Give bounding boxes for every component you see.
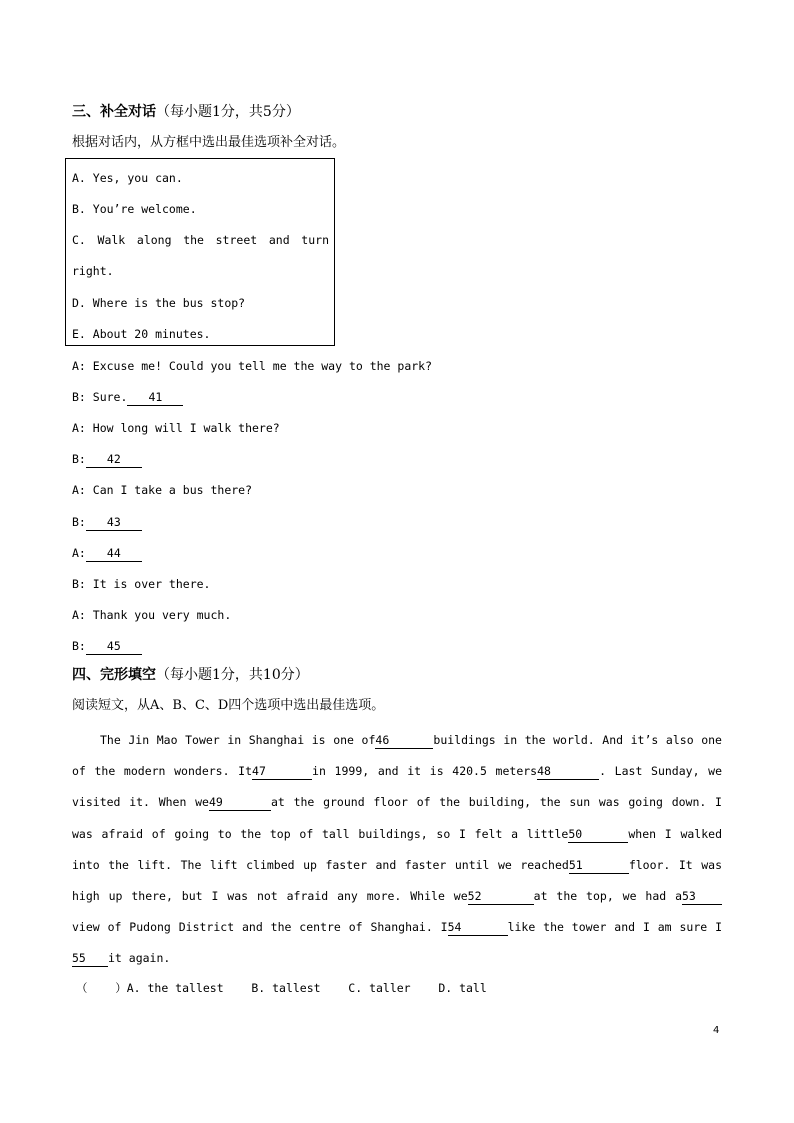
blank-52[interactable]: 52 — [468, 889, 534, 905]
option-e: E. About 20 minutes. — [72, 327, 211, 341]
blank-44[interactable]: 44 — [86, 546, 142, 562]
passage-line-4 — [72, 826, 722, 843]
passage-line-8 — [72, 950, 722, 967]
passage-text: visited it. When we — [72, 795, 209, 809]
passage-line-2 — [72, 763, 722, 780]
section-4-instruction: 阅读短文，从A、B、C、D四个选项中选出最佳选项。 — [72, 698, 385, 713]
dialogue-line-5: A: Can I take a bus there? — [72, 483, 253, 497]
dialogue-line-9: A: Thank you very much. — [72, 608, 232, 622]
blank-49[interactable]: 49 — [209, 795, 271, 811]
question-46 — [76, 980, 487, 996]
passage-line-1 — [100, 732, 722, 749]
choice-a: A. the tallest — [126, 981, 224, 995]
option-c-line1: C. Walk along the street and turn — [72, 233, 329, 247]
choice-d: D. tall — [438, 981, 487, 995]
dialogue-line-10 — [72, 638, 142, 655]
answer-paren[interactable]: （ ） — [76, 981, 127, 995]
blank-42[interactable]: 42 — [86, 452, 142, 468]
blank-46[interactable]: 46 — [375, 733, 433, 749]
dialogue-line-1: A: Excuse me! Could you tell me the way to the park? — [72, 359, 433, 373]
section-3-instruction: 根据对话内，从方框中选出最佳选项补全对话。 — [72, 135, 346, 150]
section-4-title — [72, 665, 309, 685]
passage-text: when I walked — [628, 827, 722, 841]
passage-text: was afraid of going to the top of tall buildings, so I felt a little — [72, 827, 569, 841]
dialogue-line-4-text: B: — [72, 452, 86, 466]
blank-45[interactable]: 45 — [86, 639, 142, 655]
passage-text: . Last Sunday, we — [599, 764, 723, 778]
option-a: A. Yes, you can. — [72, 171, 183, 185]
passage-line-7 — [72, 919, 722, 936]
passage-text: of the modern wonders. It — [72, 764, 253, 778]
dialogue-line-4 — [72, 451, 142, 468]
blank-41[interactable]: 41 — [127, 390, 183, 406]
dialogue-line-6 — [72, 514, 142, 531]
passage-text: like the tower and I am sure I — [507, 920, 722, 934]
passage-text: The Jin Mao Tower in Shanghai is one of — [100, 733, 376, 747]
blank-51[interactable]: 51 — [569, 858, 629, 874]
options-box — [65, 158, 335, 346]
passage-text: in 1999, and it is 420.5 meters — [312, 764, 538, 778]
section-3-heading: 三、补全对话 — [72, 104, 156, 120]
option-d: D. Where is the bus stop? — [72, 296, 246, 310]
blank-47[interactable]: 47 — [252, 764, 312, 780]
passage-text: floor. It was — [628, 858, 722, 872]
section-3-note: （每小题1分，共5分） — [156, 104, 300, 120]
dialogue-line-6-text: B: — [72, 515, 86, 529]
passage-text: view of Pudong District and the centre of Shanghai. I — [72, 920, 448, 934]
choice-c: C. taller — [348, 981, 411, 995]
blank-54[interactable]: 54 — [448, 920, 508, 936]
section-4-note: （每小题1分，共10分） — [156, 667, 309, 683]
dialogue-line-3: A: How long will I walk there? — [72, 421, 280, 435]
section-3-title — [72, 102, 300, 122]
passage-line-3 — [72, 794, 722, 811]
page-number: 4 — [713, 1025, 720, 1036]
choice-b: B. tallest — [251, 981, 321, 995]
dialogue-line-2-text: B: Sure. — [72, 390, 128, 404]
dialogue-line-8: B: It is over there. — [72, 577, 211, 591]
dialogue-line-7 — [72, 545, 142, 562]
blank-43[interactable]: 43 — [86, 515, 142, 531]
passage-text: high up there, but I was not afraid any more. While we — [72, 889, 468, 903]
passage-text: buildings in the world. And it’s also one — [433, 733, 722, 747]
passage-text: at the top, we had a — [533, 889, 682, 903]
passage-line-6 — [72, 888, 722, 905]
option-b: B. You’re welcome. — [72, 202, 197, 216]
passage-text: it again. — [108, 951, 171, 965]
dialogue-line-2 — [72, 389, 183, 406]
blank-48[interactable]: 48 — [537, 764, 599, 780]
option-c-line2: right. — [72, 264, 114, 278]
passage-text: into the lift. The lift climbed up faster and faster until we reached — [72, 858, 569, 872]
blank-53[interactable]: 53 — [682, 889, 722, 905]
passage-text: at the ground floor of the building, the sun was going down. I — [270, 795, 722, 809]
blank-55[interactable]: 55 — [72, 951, 108, 967]
blank-50[interactable]: 50 — [568, 827, 628, 843]
dialogue-line-10-text: B: — [72, 639, 86, 653]
passage-line-5 — [72, 857, 722, 874]
dialogue-line-7-text: A: — [72, 546, 86, 560]
section-4-heading: 四、完形填空 — [72, 667, 156, 683]
